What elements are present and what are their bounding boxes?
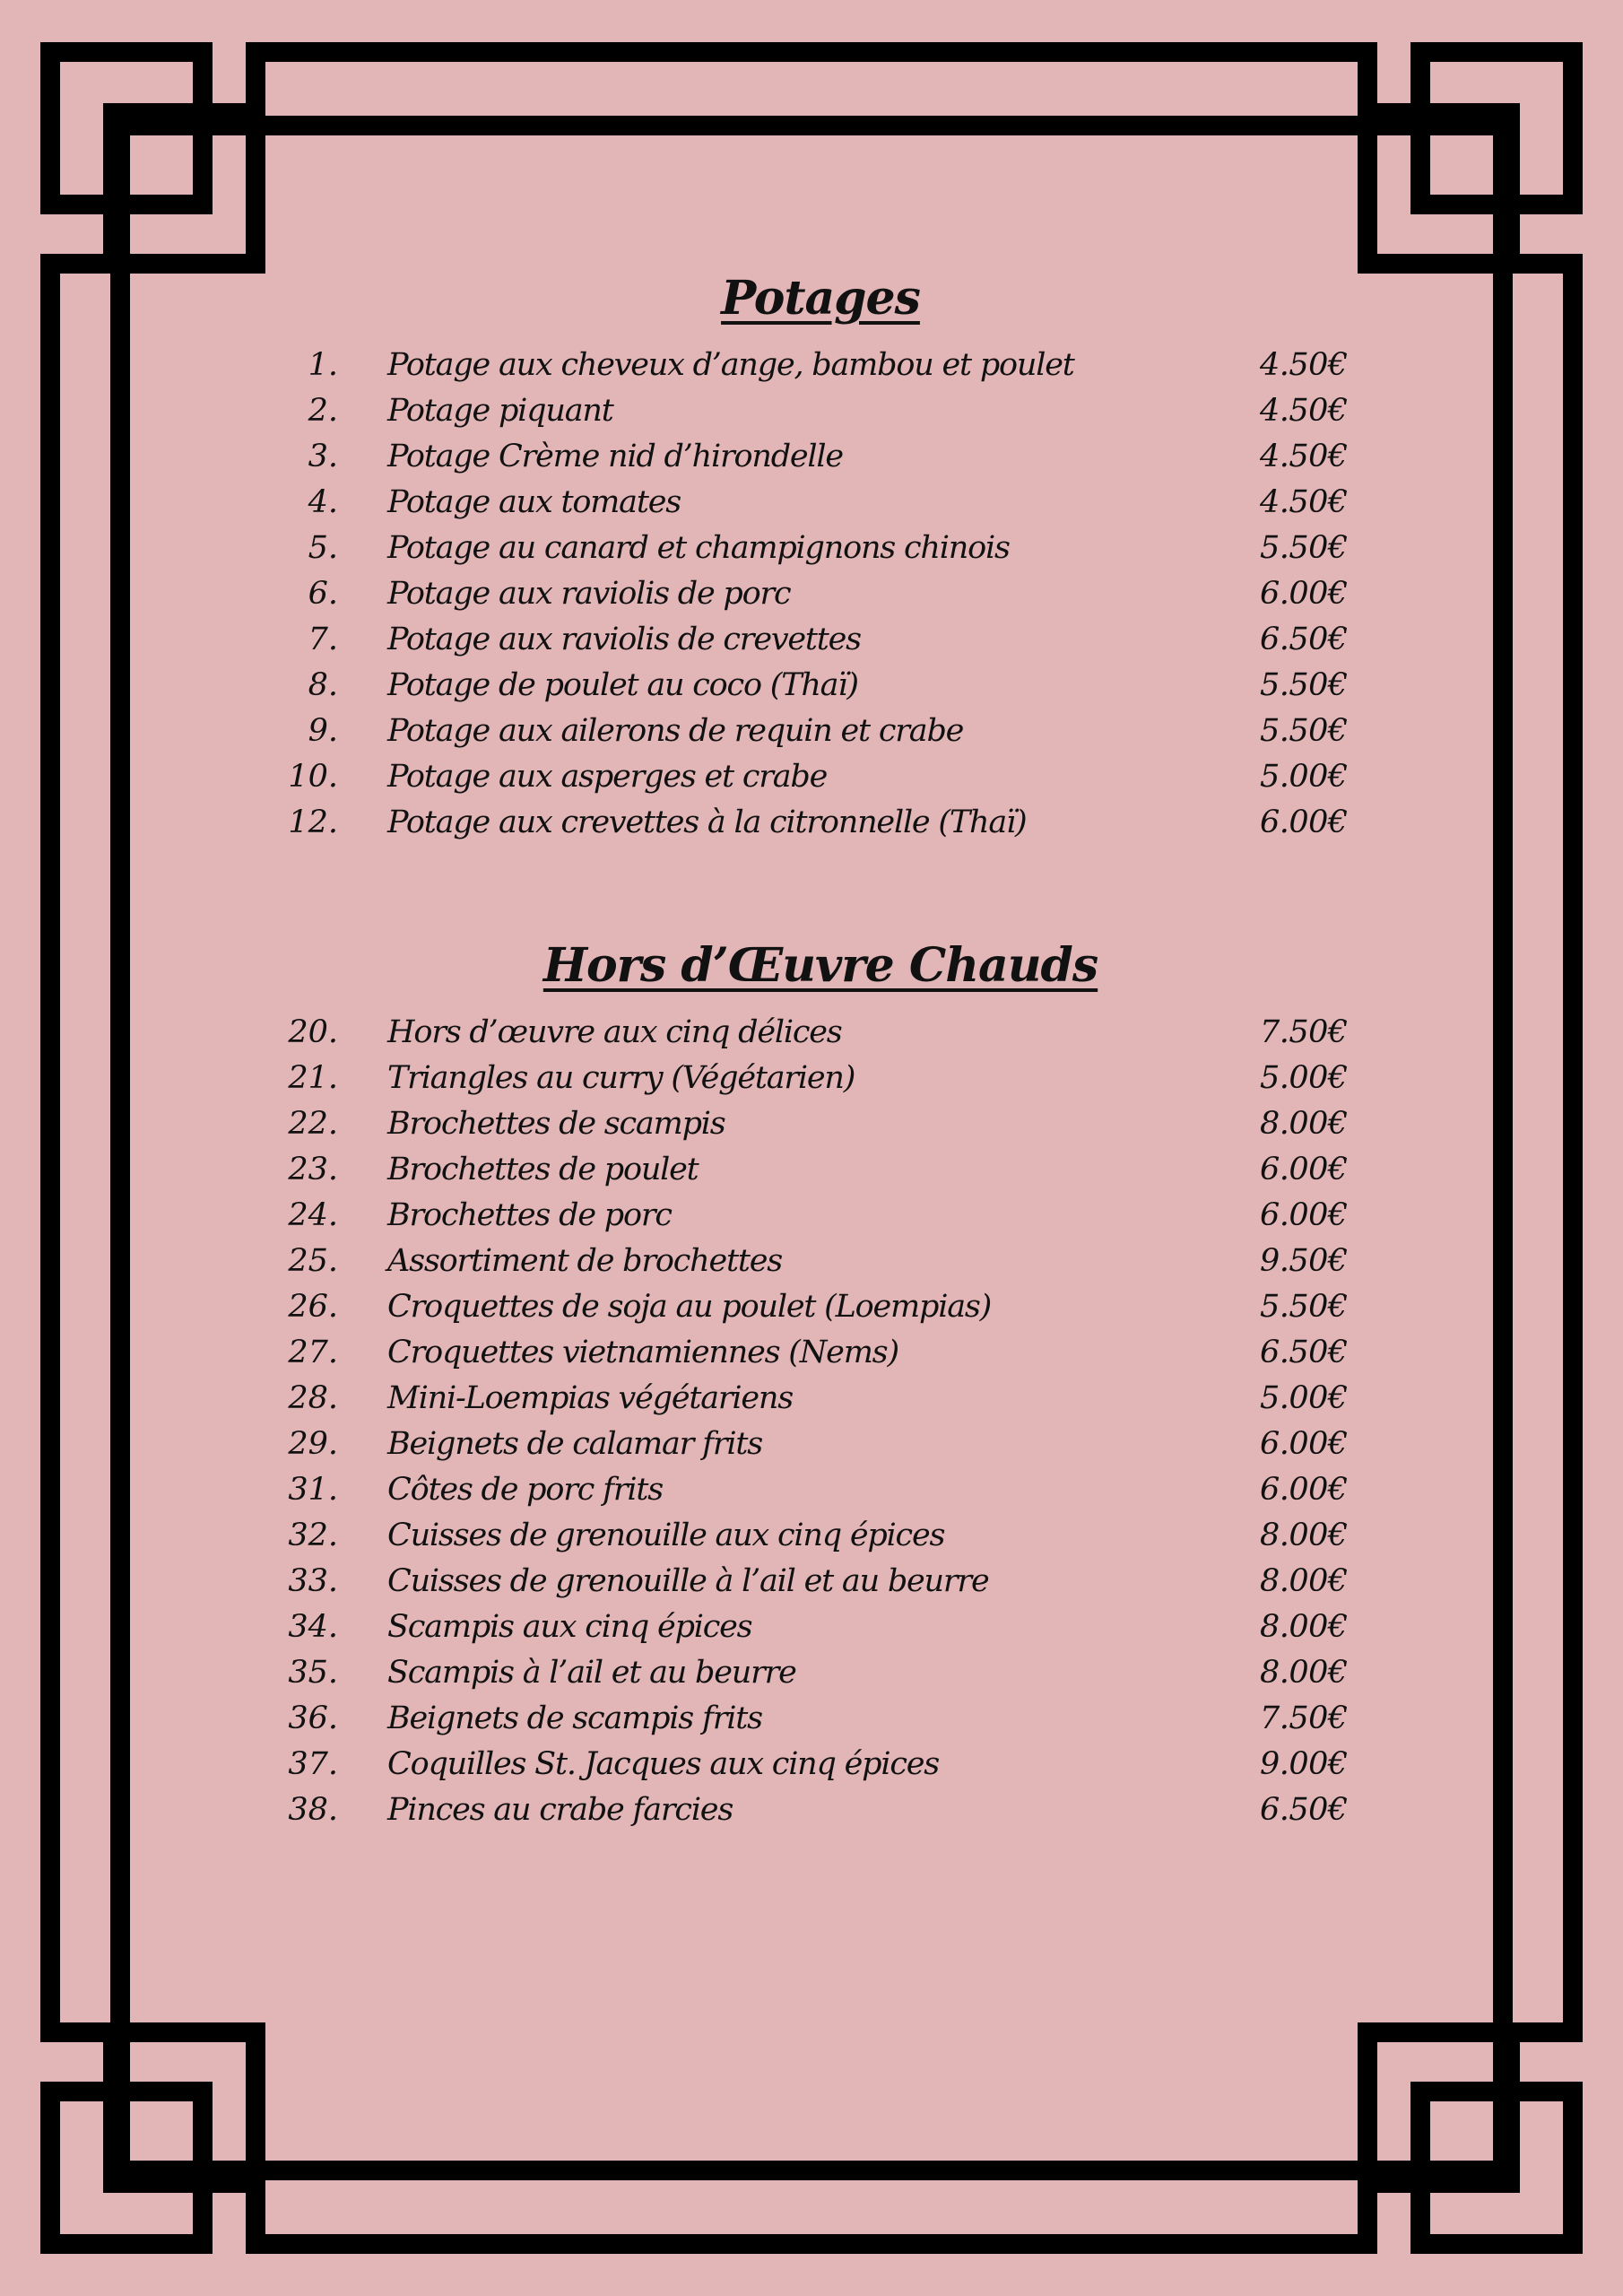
menu-item — [287, 663, 1354, 709]
item-number: 27. — [288, 1335, 338, 1370]
item-price: 6.50€ — [1260, 1335, 1348, 1370]
menu-item — [287, 1147, 1354, 1193]
item-price: 4.50€ — [1260, 347, 1348, 383]
item-price: 9.50€ — [1260, 1243, 1348, 1279]
item-number: 22. — [288, 1106, 338, 1142]
item-price: 6.00€ — [1260, 1152, 1348, 1187]
item-price: 8.00€ — [1260, 1609, 1348, 1645]
menu-item — [287, 1284, 1354, 1330]
item-name: Pinces au crabe farcies — [387, 1792, 733, 1828]
item-price: 5.00€ — [1260, 1060, 1348, 1096]
item-number: 35. — [288, 1655, 338, 1691]
item-number: 38. — [288, 1792, 338, 1828]
menu-item — [287, 1559, 1354, 1605]
item-price: 6.00€ — [1260, 804, 1348, 840]
menu-item — [287, 1605, 1354, 1650]
item-name: Potage aux crevettes à la citronnelle (Thaï) — [387, 804, 1027, 840]
item-number: 29. — [288, 1426, 338, 1462]
item-number: 28. — [288, 1380, 338, 1416]
item-number: 36. — [288, 1700, 338, 1736]
menu-item — [287, 1787, 1354, 1833]
item-number: 20. — [288, 1014, 338, 1050]
frame-bottom-band — [256, 2170, 1367, 2244]
item-price: 8.00€ — [1260, 1563, 1348, 1599]
menu-item — [287, 388, 1354, 434]
item-name: Beignets de scampis frits — [387, 1700, 762, 1736]
item-name: Coquilles St. Jacques aux cinq épices — [387, 1746, 940, 1782]
item-name: Hors d’œuvre aux cinq délices — [387, 1014, 842, 1050]
menu-item — [287, 709, 1354, 754]
menu-item — [287, 1010, 1354, 1056]
item-price: 5.00€ — [1260, 1380, 1348, 1416]
item-number: 31. — [288, 1472, 338, 1508]
menu-item — [287, 1193, 1354, 1239]
menu-item — [287, 800, 1354, 846]
item-price: 8.00€ — [1260, 1106, 1348, 1142]
item-number: 24. — [288, 1197, 338, 1233]
item-name: Potage de poulet au coco (Thaï) — [387, 667, 858, 703]
item-number: 25. — [288, 1243, 338, 1279]
item-price: 5.50€ — [1260, 713, 1348, 749]
item-number: 34. — [288, 1609, 338, 1645]
item-price: 5.50€ — [1260, 667, 1348, 703]
item-name: Mini-Loempias végétariens — [387, 1380, 794, 1416]
menu-item — [287, 343, 1354, 388]
item-name: Potage aux cheveux d’ange, bambou et poulet — [387, 347, 1074, 383]
frame-top-band — [256, 52, 1367, 126]
item-price: 8.00€ — [1260, 1518, 1348, 1553]
menu-item — [287, 1422, 1354, 1467]
item-price: 4.50€ — [1260, 484, 1348, 520]
item-name: Potage aux tomates — [387, 484, 681, 520]
item-number: 6. — [308, 576, 338, 612]
item-number: 1. — [308, 347, 338, 383]
item-name: Potage Crème nid d’hirondelle — [387, 439, 843, 474]
item-price: 5.50€ — [1260, 530, 1348, 566]
item-number: 26. — [288, 1289, 338, 1325]
item-name: Potage aux raviolis de crevettes — [387, 622, 861, 657]
menu-section-hors-doeuvre-chauds — [287, 933, 1354, 1833]
corner-square-tl-inner — [113, 113, 256, 264]
item-number: 7. — [308, 622, 338, 657]
menu-item — [287, 617, 1354, 663]
item-price: 9.00€ — [1260, 1746, 1348, 1782]
item-number: 4. — [308, 484, 338, 520]
corner-square-br-inner — [1367, 2032, 1510, 2183]
frame-left-band — [50, 264, 120, 2032]
menu-section-potages — [287, 265, 1354, 846]
item-price: 6.50€ — [1260, 622, 1348, 657]
item-number: 21. — [288, 1060, 338, 1096]
item-price: 6.00€ — [1260, 1197, 1348, 1233]
item-price: 6.50€ — [1260, 1792, 1348, 1828]
menu-item — [287, 1650, 1354, 1696]
menu-item — [287, 1513, 1354, 1559]
item-price: 4.50€ — [1260, 393, 1348, 429]
item-number: 32. — [288, 1518, 338, 1553]
item-name: Croquettes vietnamiennes (Nems) — [387, 1335, 898, 1370]
item-price: 5.00€ — [1260, 759, 1348, 795]
item-price: 4.50€ — [1260, 439, 1348, 474]
item-price: 7.50€ — [1260, 1700, 1348, 1736]
corner-square-bl-inner — [113, 2032, 256, 2183]
item-name: Triangles au curry (Végétarien) — [387, 1060, 855, 1096]
item-number: 23. — [288, 1152, 338, 1187]
item-number: 3. — [308, 439, 338, 474]
item-number: 12. — [288, 804, 338, 840]
item-number: 37. — [288, 1746, 338, 1782]
item-name: Cuisses de grenouille à l’ail et au beurre — [387, 1563, 989, 1599]
item-number: 2. — [308, 393, 338, 429]
menu-item — [287, 1101, 1354, 1147]
item-name: Potage au canard et champignons chinois — [387, 530, 1010, 566]
item-name: Brochettes de poulet — [387, 1152, 699, 1187]
item-number: 9. — [308, 713, 338, 749]
corner-square-tr-inner — [1367, 113, 1510, 264]
menu-item — [287, 1742, 1354, 1787]
item-name: Assortiment de brochettes — [387, 1243, 783, 1279]
item-name: Scampis à l’ail et au beurre — [387, 1655, 796, 1691]
item-price: 8.00€ — [1260, 1655, 1348, 1691]
menu-item — [287, 1056, 1354, 1101]
section-title: Potages — [721, 271, 920, 326]
menu-list — [287, 1010, 1354, 1833]
item-name: Côtes de porc frits — [387, 1472, 663, 1508]
item-number: 8. — [308, 667, 338, 703]
item-name: Beignets de calamar frits — [387, 1426, 763, 1462]
item-number: 5. — [308, 530, 338, 566]
item-number: 10. — [288, 759, 338, 795]
menu-item — [287, 571, 1354, 617]
item-price: 6.00€ — [1260, 1472, 1348, 1508]
section-title: Hors d’Œuvre Chauds — [542, 938, 1098, 993]
menu-item — [287, 526, 1354, 571]
item-name: Potage aux ailerons de requin et crabe — [387, 713, 964, 749]
item-name: Potage piquant — [387, 393, 613, 429]
item-price: 5.50€ — [1260, 1289, 1348, 1325]
item-price: 6.00€ — [1260, 576, 1348, 612]
item-name: Croquettes de soja au poulet (Loempias) — [387, 1289, 992, 1325]
menu-item — [287, 480, 1354, 526]
menu-item — [287, 1696, 1354, 1742]
frame-right-band — [1503, 264, 1573, 2032]
menu-item — [287, 754, 1354, 800]
item-name: Brochettes de porc — [387, 1197, 672, 1233]
item-name: Scampis aux cinq épices — [387, 1609, 752, 1645]
item-name: Potage aux asperges et crabe — [387, 759, 828, 795]
menu-item — [287, 1376, 1354, 1422]
menu-item — [287, 434, 1354, 480]
menu-item — [287, 1467, 1354, 1513]
menu-item — [287, 1330, 1354, 1376]
item-number: 33. — [288, 1563, 338, 1599]
item-name: Cuisses de grenouille aux cinq épices — [387, 1518, 945, 1553]
item-price: 6.00€ — [1260, 1426, 1348, 1462]
item-price: 7.50€ — [1260, 1014, 1348, 1050]
menu-list — [287, 343, 1354, 846]
item-name: Brochettes de scampis — [387, 1106, 725, 1142]
item-name: Potage aux raviolis de porc — [387, 576, 791, 612]
menu-item — [287, 1239, 1354, 1284]
